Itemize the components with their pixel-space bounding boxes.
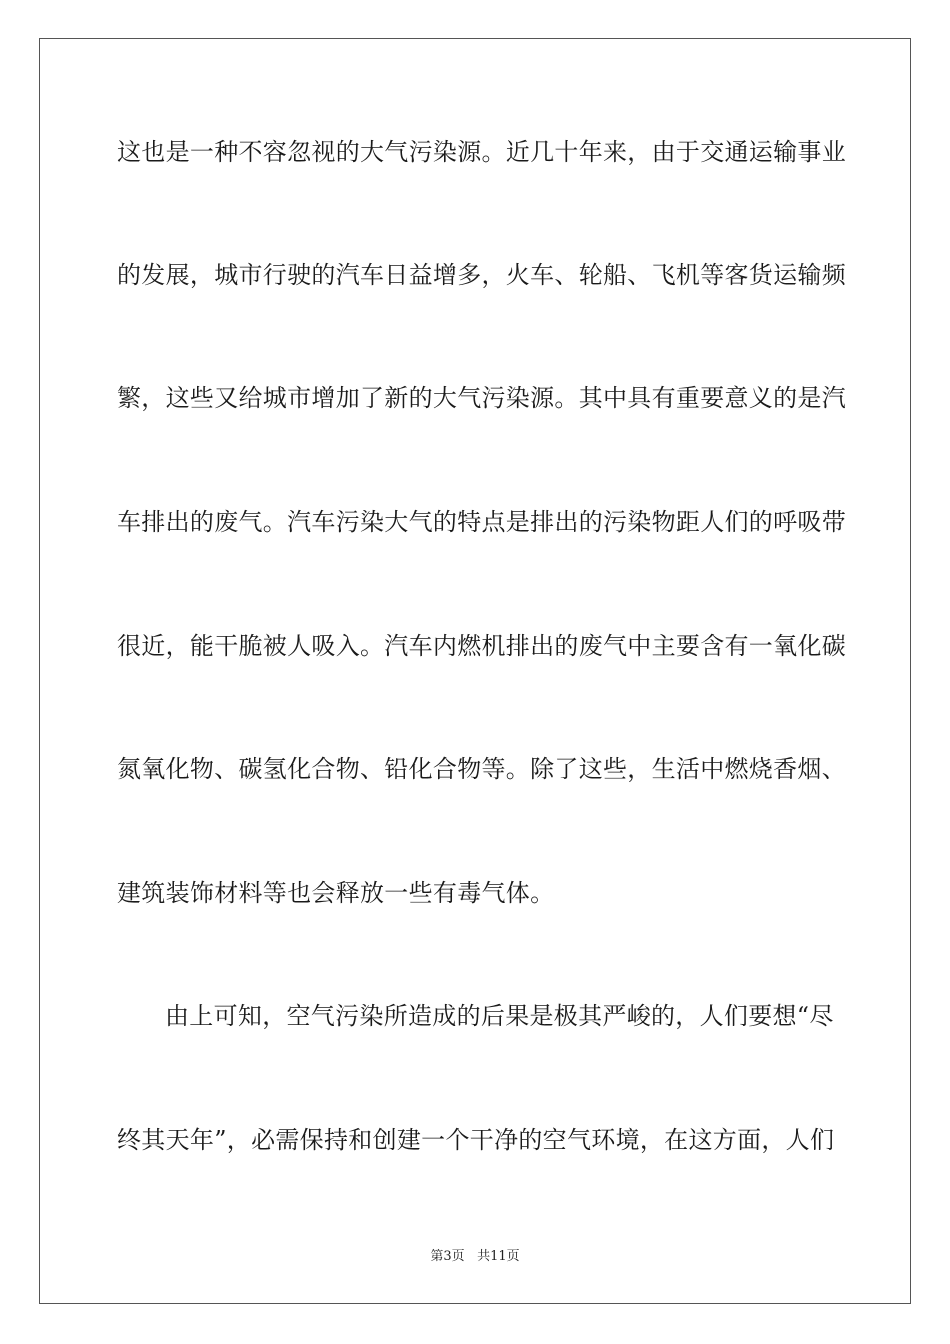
paragraph-first-line: 由上可知，空气污染所造成的后果是极其严峻的，人们要想“尽 [165, 1002, 834, 1030]
text-line: 氮氧化物、碳氢化合物、铅化合物等。除了这些，生活中燃烧香烟、 [117, 755, 846, 783]
text-line: 的发展，城市行驶的汽车日益增多，火车、轮船、飞机等客货运输频 [117, 261, 846, 289]
page-border [39, 38, 911, 1304]
page-total: 共11页 [477, 1249, 520, 1264]
text-line: 车排出的废气。汽车污染大气的特点是排出的污染物距人们的呼吸带 [117, 508, 846, 536]
page-footer [0, 1249, 950, 1265]
text-line: 建筑装饰材料等也会释放一些有毒气体。 [117, 879, 555, 907]
text-line: 很近，能干脆被人吸入。汽车内燃机排出的废气中主要含有一氧化碳 [117, 632, 846, 660]
page-number: 第3页 [430, 1249, 465, 1264]
text-line: 繁，这些又给城市增加了新的大气污染源。其中具有重要意义的是汽 [117, 384, 846, 412]
text-line: 这也是一种不容忽视的大气污染源。近几十年来，由于交通运输事业 [117, 138, 846, 166]
text-line: 终其天年”，必需保持和创建一个干净的空气环境，在这方面，人们 [117, 1126, 835, 1154]
